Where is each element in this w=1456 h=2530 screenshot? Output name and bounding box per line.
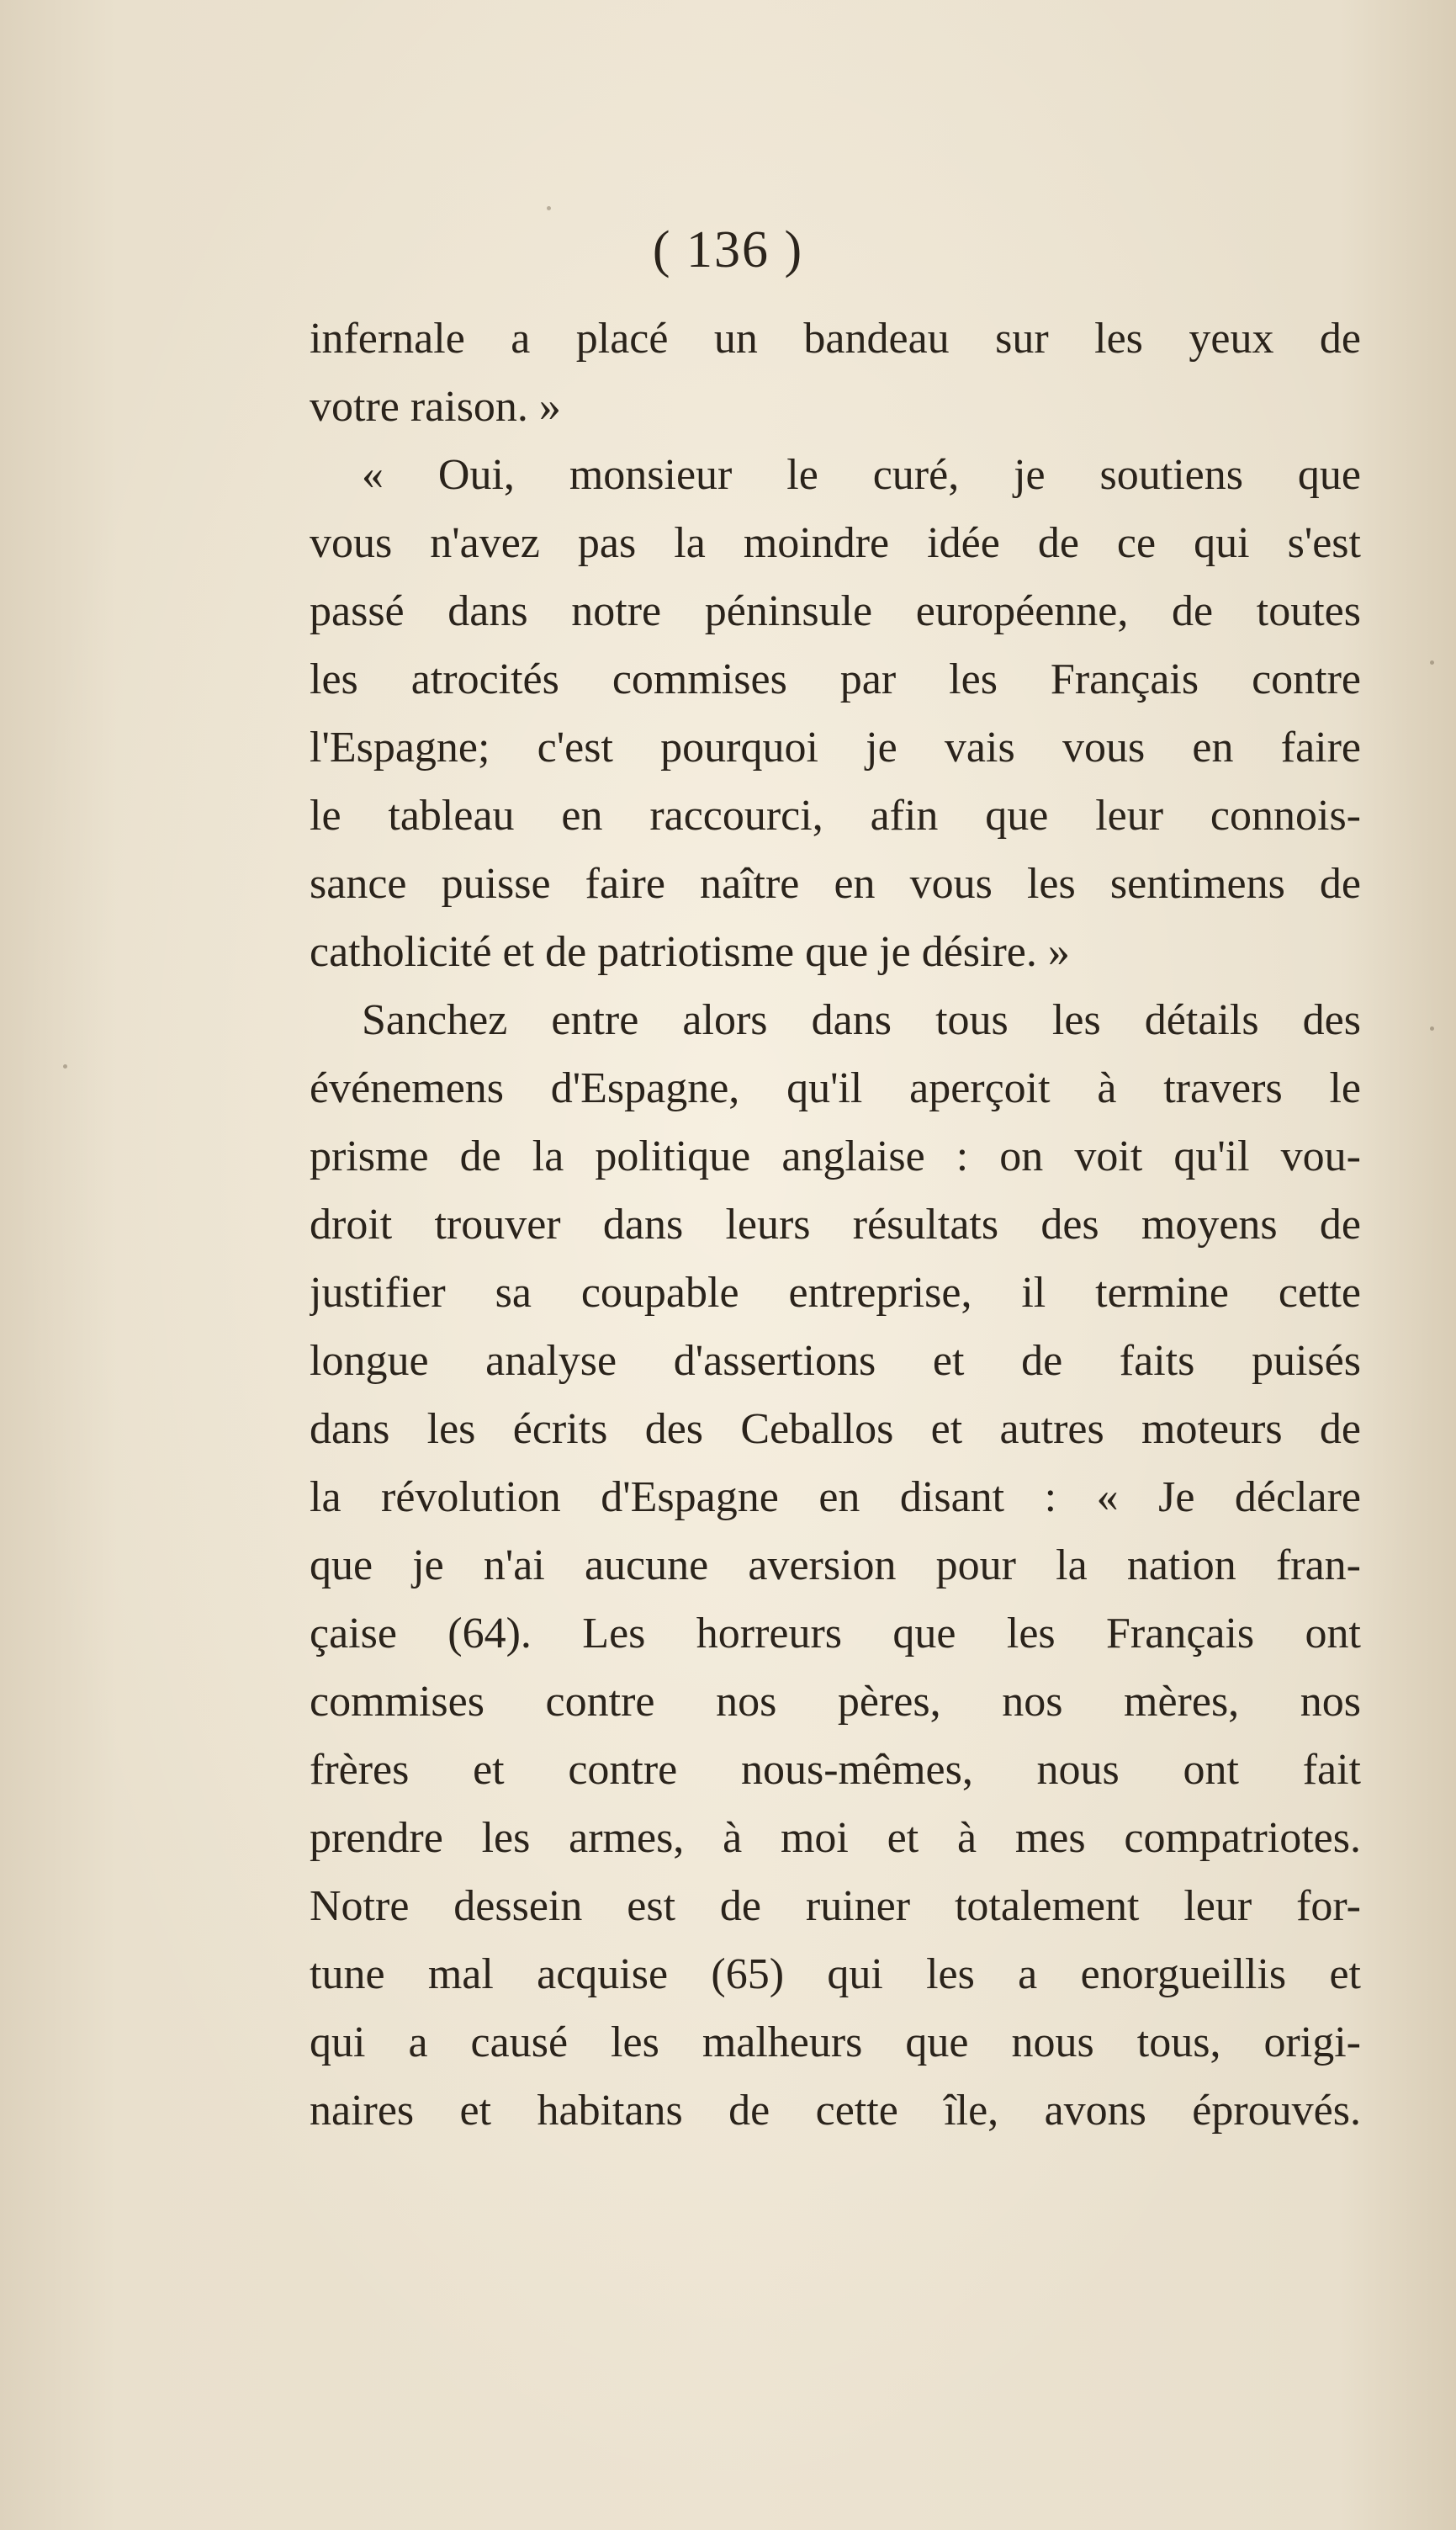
text-line: dans les écrits des Ceballos et autres moteurs de <box>310 1405 1361 1453</box>
text-line: prendre les armes, à moi et à mes compatriotes. <box>310 1814 1361 1862</box>
text-line: çaise (64). Les horreurs que les Français ont <box>310 1610 1361 1657</box>
text-line: frères et contre nous-mêmes, nous ont fait <box>310 1746 1361 1794</box>
body-text <box>310 305 1361 2145</box>
paper-speck <box>63 1064 67 1069</box>
text-line: votre raison. » <box>310 383 561 431</box>
text-line: vous n'avez pas la moindre idée de ce qui s'est <box>310 519 1361 567</box>
paper-speck <box>1430 660 1434 665</box>
text-line: droit trouver dans leurs résultats des moyens de <box>310 1201 1361 1249</box>
paper-speck <box>1430 1026 1434 1031</box>
text-line: longue analyse d'assertions et de faits puisés <box>310 1337 1361 1385</box>
text-line: passé dans notre péninsule européenne, de toutes <box>310 587 1361 635</box>
text-line: le tableau en raccourci, afin que leur connois- <box>310 792 1361 840</box>
text-line: infernale a placé un bandeau sur les yeux de <box>310 315 1361 363</box>
text-line: Notre dessein est de ruiner totalement leur for- <box>310 1882 1361 1930</box>
text-line: tune mal acquise (65) qui les a enorgueillis et <box>310 1950 1361 1998</box>
text-line: sance puisse faire naître en vous les sentimens de <box>310 860 1361 908</box>
text-line: « Oui, monsieur le curé, je soutiens que <box>362 451 1361 499</box>
text-line: que je n'ai aucune aversion pour la nation fran- <box>310 1541 1361 1589</box>
text-line: catholicité et de patriotisme que je désire. » <box>310 928 1070 976</box>
paper-speck <box>547 206 551 210</box>
text-line: événemens d'Espagne, qu'il aperçoit à travers le <box>310 1064 1361 1112</box>
text-line: naires et habitans de cette île, avons éprouvés. <box>310 2087 1361 2135</box>
text-line: l'Espagne; c'est pourquoi je vais vous en faire <box>310 724 1361 772</box>
text-line: la révolution d'Espagne en disant : « Je déclare <box>310 1473 1361 1521</box>
text-line: qui a causé les malheurs que nous tous, origi- <box>310 2018 1361 2066</box>
text-line: commises contre nos pères, nos mères, nos <box>310 1678 1361 1726</box>
text-line: prisme de la politique anglaise : on voit qu'il vou- <box>310 1132 1361 1180</box>
text-line: Sanchez entre alors dans tous les détails des <box>362 996 1361 1044</box>
text-line: les atrocités commises par les Français contre <box>310 655 1361 703</box>
text-line: justifier sa coupable entreprise, il termine cette <box>310 1269 1361 1317</box>
page-number: ( 136 ) <box>652 221 804 278</box>
